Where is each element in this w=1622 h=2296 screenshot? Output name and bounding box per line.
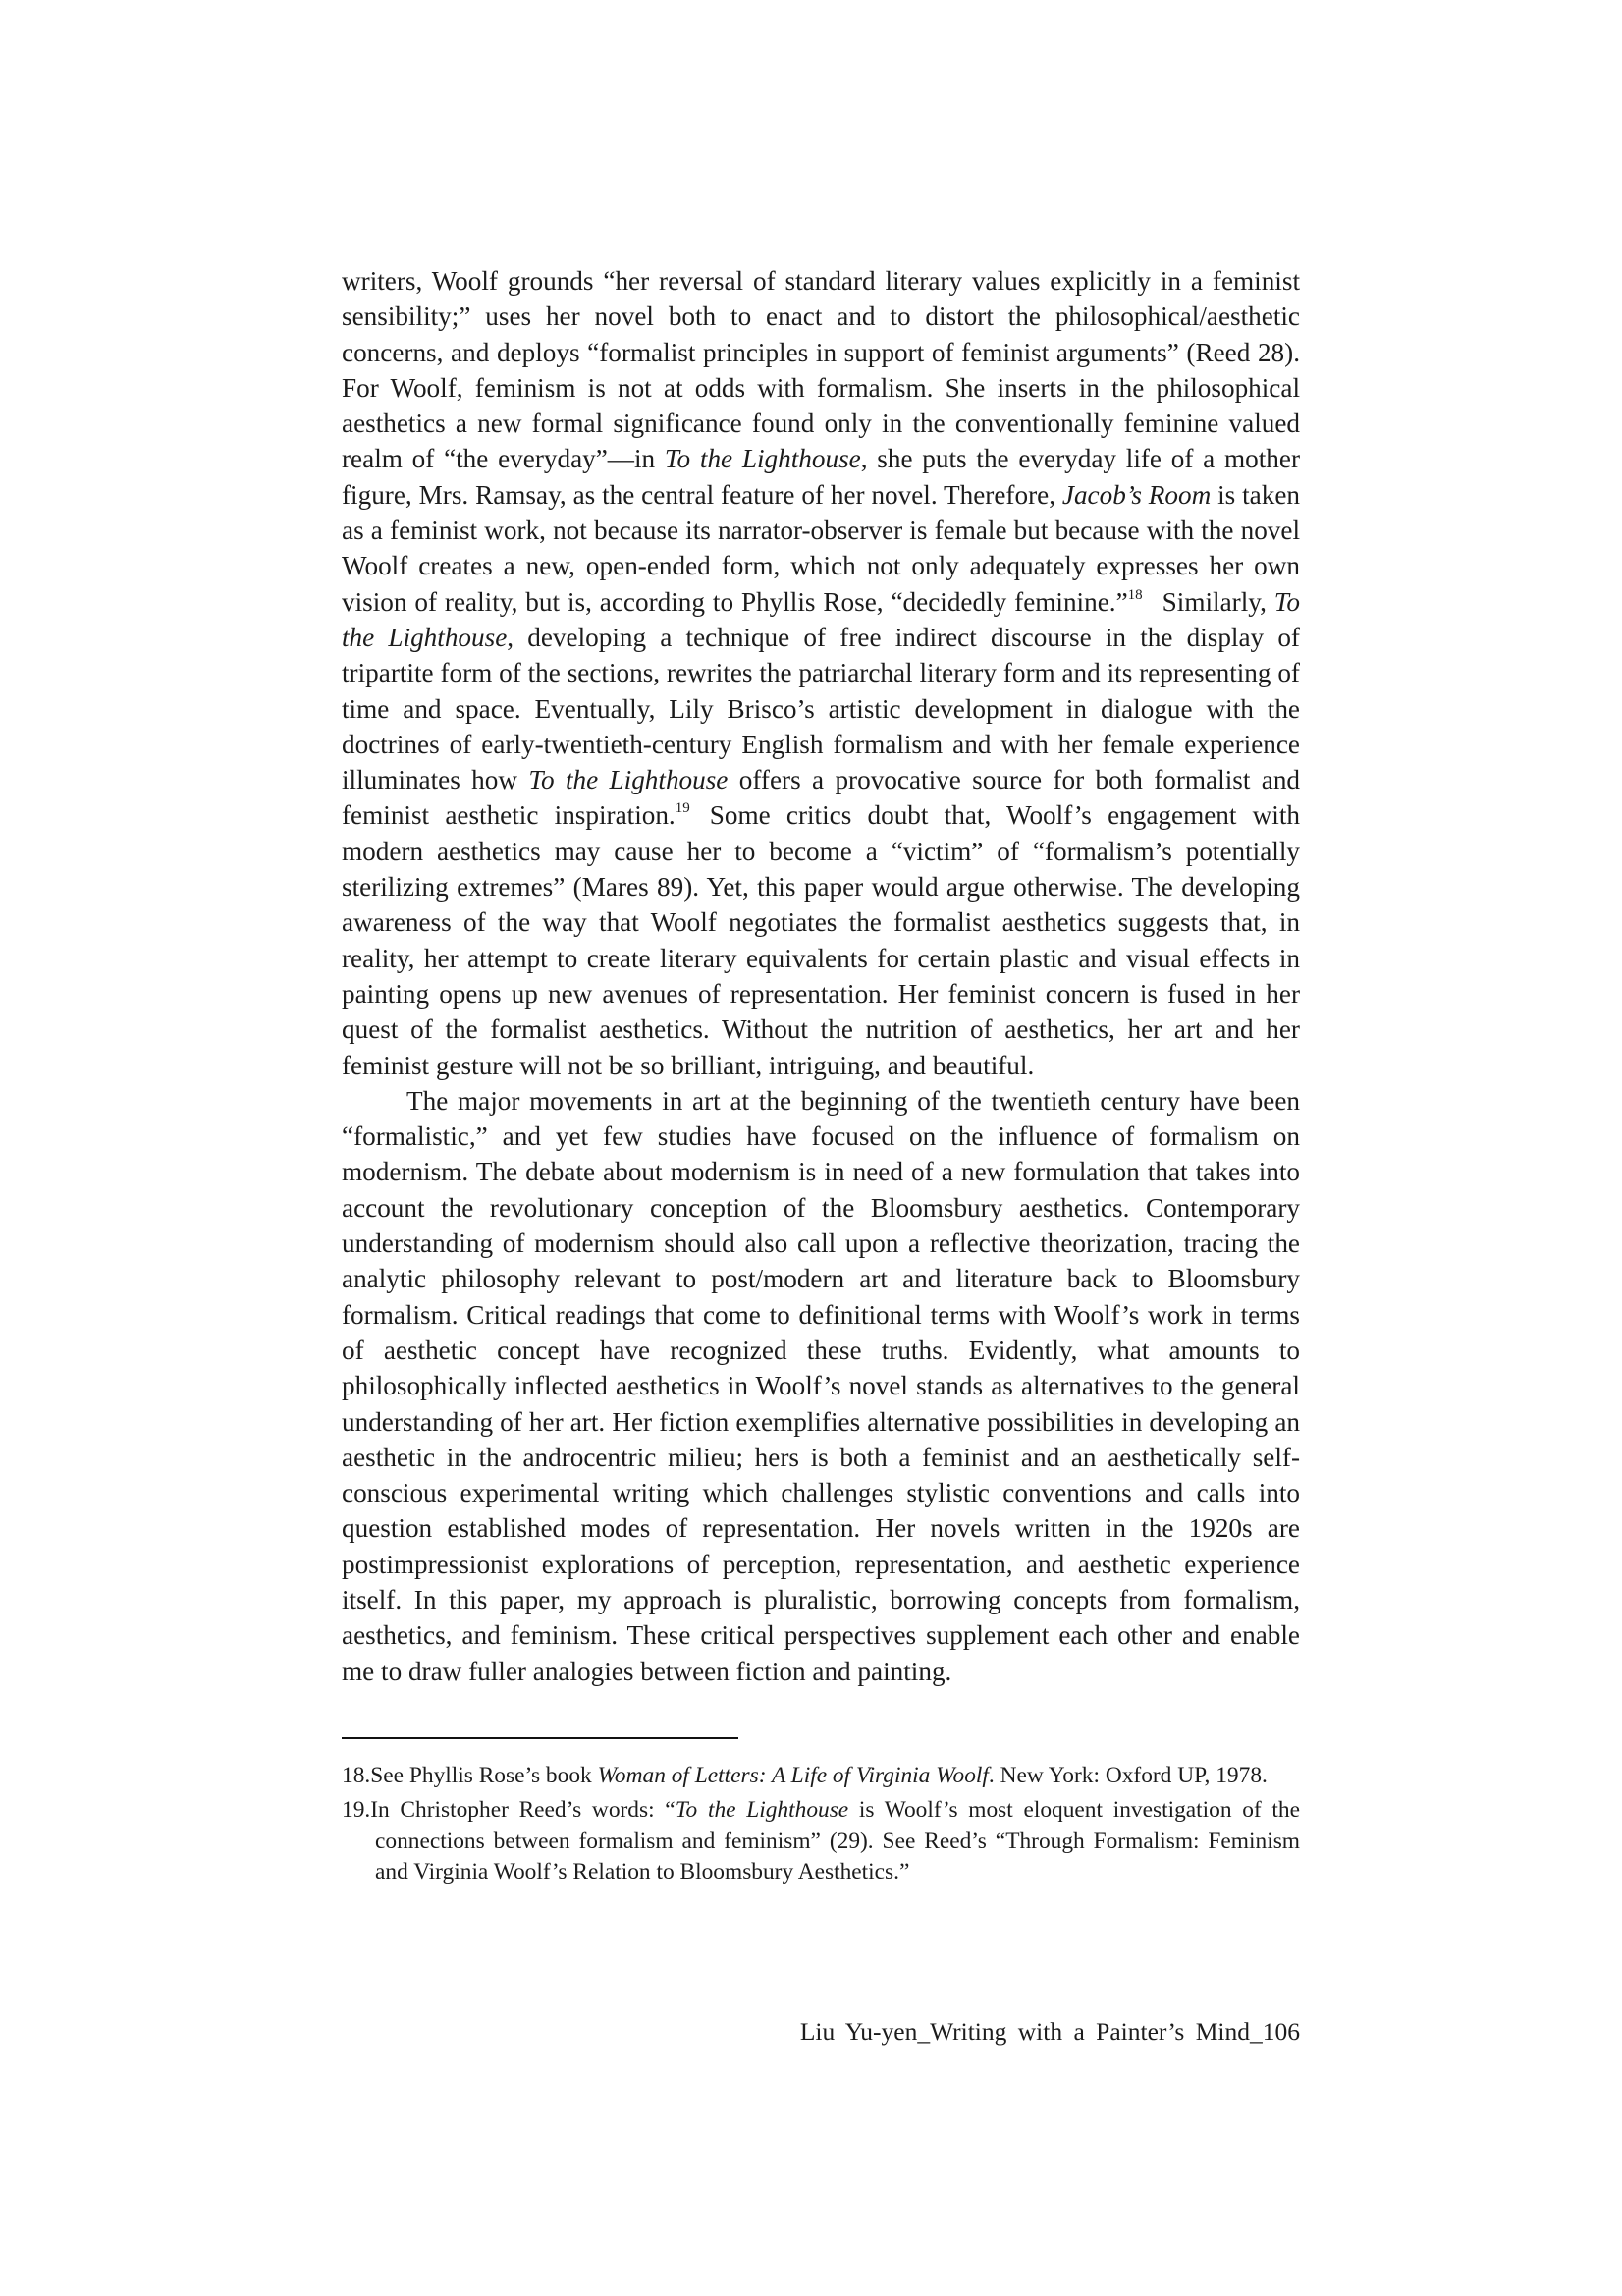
italic-title: To the Lighthouse	[342, 586, 1300, 652]
italic-title: To the Lighthouse	[528, 765, 729, 795]
paragraph-text: is taken as a feminist work, not because its narrator-observer is female but because with the novel Woolf creates a new, open-ended form, which not only adequately expresses her own vision of reality, but is, according to Phyllis Rose, “decidedly feminine.”	[342, 479, 1300, 617]
italic-title: Jacob’s Room	[1061, 479, 1212, 510]
footnote-text: 18.See Phyllis Rose’s book	[342, 1762, 598, 1788]
running-footer: Liu Yu-yen_Writing with a Painter’s Mind_106	[799, 2017, 1300, 2046]
footnote-text: is Woolf’s most eloquent investigation of the connections between formalism and feminism” (29). See Reed’s “Through Formalism: Feminism and Virginia Woolf’s Relation to Bloomsbury Aesthetics.”	[375, 1797, 1300, 1886]
footnote-18	[342, 1761, 1300, 1792]
italic-title: To the Lighthouse	[664, 444, 861, 474]
footnote-ref-18[interactable]: 18	[1127, 586, 1143, 603]
footnote-divider	[342, 1737, 738, 1739]
paragraph-text: , developing a technique of free indirect discourse in the display of tripartite form of the sections, rewrites the patriarchal literary form and its representing of time and space. Eventually, Lily Brisco’s artistic development in dialogue with the doctrines of early-twentieth-century English formalism and with her female experience illuminates how	[342, 622, 1300, 795]
paragraph-text: writers, Woolf grounds “her reversal of standard literary values explicitly in a feminist sensibility;” uses her novel both to enact and to distort the philosophical/aesthetic concerns, and deploys “formalist principles in support of feminist arguments” (Reed 28). For Woolf, feminism is not at odds with formalism. She inserts in the philosophical aesthetics a new formal significance found only in the conventionally feminine valued realm of “the everyday”—in	[342, 266, 1300, 474]
paragraph-text: Some critics doubt that, Woolf’s engagement with modern aesthetics may cause her to become a “victim” of “formalism’s potentially sterilizing extremes” (Mares 89). Yet, this paper would argue otherwise. The developing awareness of the way that Woolf negotiates the formalist aesthetics suggests that, in reality, her attempt to create literary equivalents for certain plastic and visual effects in painting opens up new avenues of representation. Her feminist concern is fused in her quest of the formalist aesthetics. Without the nutrition of aesthetics, her art and her feminist gesture will not be so brilliant, intriguing, and beautiful.	[342, 800, 1300, 1080]
paragraph-text: , she puts the everyday life of a mother figure, Mrs. Ramsay, as the central feature of her novel. Therefore,	[342, 444, 1301, 510]
footnotes	[342, 1761, 1300, 1888]
footnote-ref-19[interactable]: 19	[675, 800, 690, 817]
paragraph-text: Similarly,	[1162, 586, 1274, 617]
footnote-19	[342, 1795, 1300, 1888]
body-paragraph-2: The major movements in art at the beginning of the twentieth century have been “formalistic,” and yet few studies have focused on the influence of formalism on modernism. The debate about modernism is in need of a new formulation that takes into account the revolutionary conception of the Bloomsbury aesthetics. Contemporary understanding of modernism should also call upon a reflective theorization, tracing the analytic philosophy relevant to post/modern art and literature back to Bloomsbury formalism. Critical readings that come to definitional terms with Woolf’s work in terms of aesthetic concept have recognized these truths. Evidently, what amounts to philosophically inflected aesthetics in Woolf’s novel stands as alternatives to the general understanding of her art. Her fiction exemplifies alternative possibilities in developing an aesthetic in the androcentric milieu; hers is both a feminist and an aesthetically self-conscious experimental writing which challenges stylistic conventions and calls into question established modes of representation. Her novels written in the 1920s are postimpressionist explorations of perception, representation, and aesthetic experience itself. In this paper, my approach is pluralistic, borrowing concepts from formalism, aesthetics, and feminism. These critical perspectives supplement each other and enable me to draw fuller analogies between fiction and painting.	[342, 1085, 1300, 1686]
page-body	[342, 263, 1300, 1892]
footnote-text: . New York: Oxford UP, 1978.	[988, 1762, 1268, 1788]
italic-title: Woman of Letters: A Life of Virginia Woolf	[597, 1762, 989, 1788]
italic-title: To the Lighthouse	[675, 1797, 849, 1824]
body-paragraph-1	[342, 263, 1300, 1083]
footnote-text: 19.In Christopher Reed’s words: “	[342, 1797, 676, 1824]
paragraph-text: offers a provocative source for both formalist and feminist aesthetic inspiration.	[342, 765, 1301, 831]
